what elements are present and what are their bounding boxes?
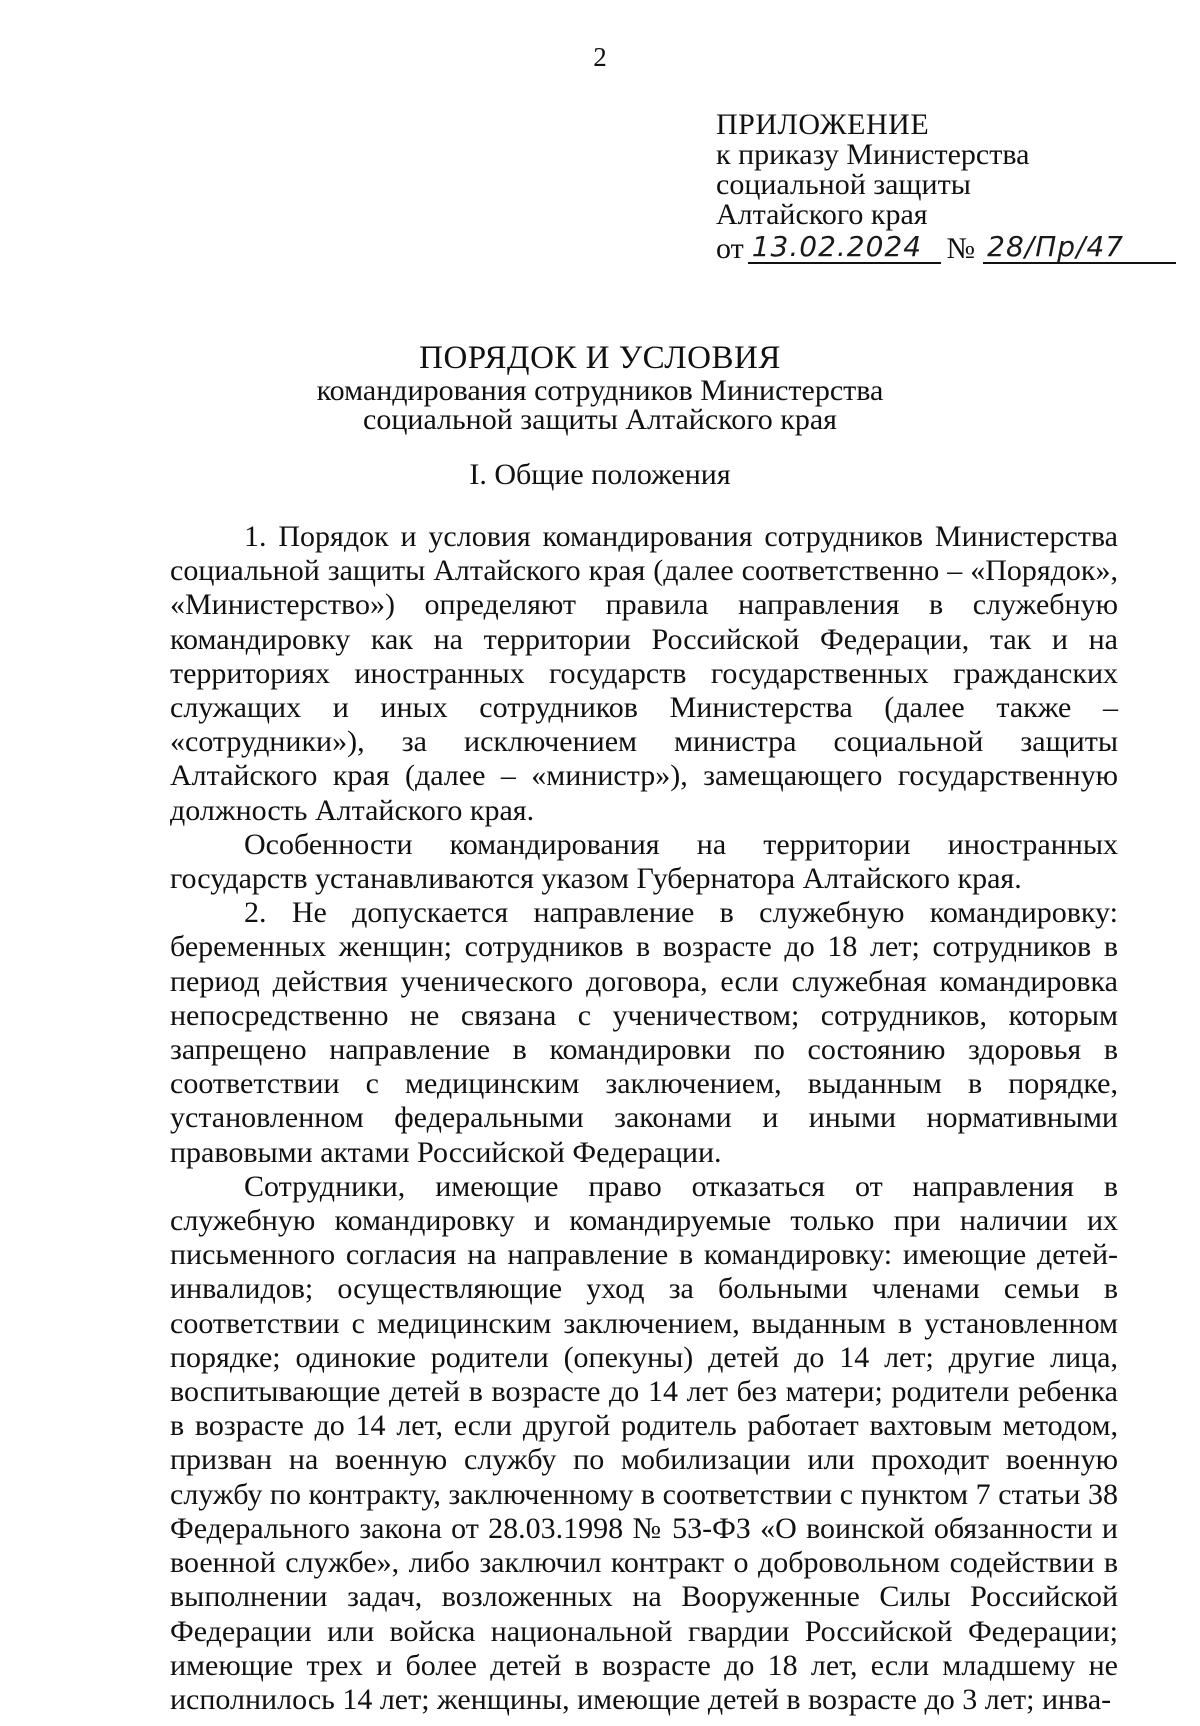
paragraph-3: 2. Не допускается направление в служебную командировку: беременных женщин; сотрудников в возрасте до 18 лет; сотрудников в период действия ученического договора, если служебная командировка непосредственно не связана с ученичеством; сотрудников, которым запрещено направление в командировки по состоянию здоровья в соответствии с медицинским заключением, выданным в порядке, установленном федеральными законами и иными нормативными правовыми актами Российской Федерации.: [170, 896, 1118, 1169]
paragraph-1: 1. Порядок и условия командирования сотрудников Министерства социальной защиты Алтайского края (далее соответственно – «Порядок», «Министерство») определяют правила направления в служебную командировку как на территории Российской Федерации, так и на территориях иностранных государств государственных гражданских служащих и иных сотрудников Министерства (далее также – «сотрудники»), за исключением министра социальной защиты Алтайского края (далее – «министр»), замещающего государственную должность Алтайского края.: [170, 520, 1118, 827]
number-prefix: №: [946, 232, 976, 265]
paragraph-4: Сотрудники, имеющие право отказаться от направления в служебную командировку и командируемые только при наличии их письменного согласия на направление в командировку: имеющие детей-инвалидов; осуществляющие уход за больными членами семьи в соответствии с медицинским заключением, выданным в установленном порядке; одинокие родители (опекуны) детей до 14 лет; другие лица, воспитывающие детей в возрасте до 14 лет без матери; родители ребенка в возрасте до 14 лет, если другой родитель работает вахтовым методом, призван на военную службу по мобилизации или проходит военную службу по контракту, заключенному в соответствии с пунктом 7 статьи 38 Федерального закона от 28.03.1998 № 53-ФЗ «О воинской обязанности и военной службе», либо заключил контракт о добровольном содействии в выполнении задач, возложенных на Вооруженные Силы Российской Федерации или войска национальной гвардии Российской Федерации; имеющие трех и более детей в возрасте до 18 лет, если младшему не исполнилось 14 лет; женщины, имеющие детей в возрасте до 3 лет; инва-: [170, 1169, 1118, 1716]
appendix-block: [716, 110, 1176, 264]
document-title: ПОРЯДОК И УСЛОВИЯ: [419, 340, 781, 376]
appendix-heading: ПРИЛОЖЕНИЕ: [716, 108, 930, 141]
date-prefix: от: [716, 232, 744, 265]
page-number: 2: [593, 42, 607, 72]
appendix-line-2: социальной защиты: [716, 168, 971, 201]
document-subtitle-line-2: социальной защиты Алтайского края: [363, 403, 837, 436]
handwritten-number: 28/Пр/47: [983, 232, 1176, 264]
document-title-block: [0, 340, 1200, 434]
appendix-line-1: к приказу Министерства: [716, 138, 1030, 171]
appendix-line-3: Алтайского края: [716, 198, 928, 231]
handwritten-date: 13.02.2024: [748, 232, 941, 264]
section-heading: I. Общие положения: [469, 458, 731, 491]
body-text: [170, 520, 1118, 1717]
appendix-date-number-line: [716, 230, 1176, 264]
paragraph-2: Особенности командирования на территории иностранных государств устанавливаются указом Губернатора Алтайского края.: [170, 827, 1118, 896]
document-subtitle-line-1: командирования сотрудников Министерства: [316, 374, 884, 407]
